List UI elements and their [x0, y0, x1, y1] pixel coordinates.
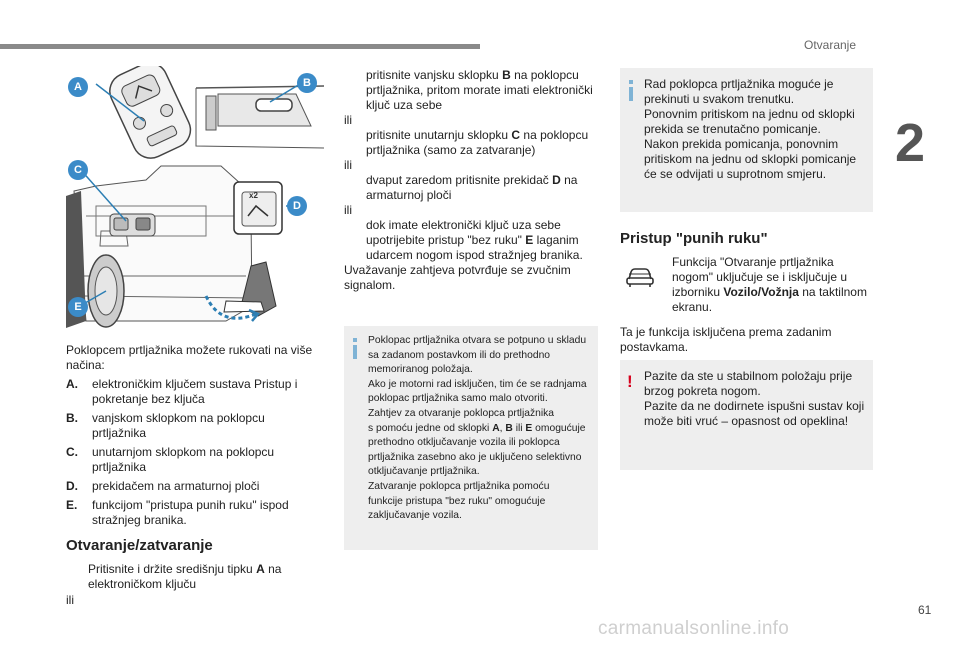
- warning-text: Pazite da ste u stabilnom položaju prije brzog pokreta nogom. Pazite da ne dodirnete ispušni sustav koji može biti vruć – opasnost od opeklina!: [644, 369, 865, 428]
- arrow-bullet-icon: [344, 173, 366, 203]
- arrow-bullet-icon: [344, 218, 366, 263]
- callout-a: [68, 77, 88, 97]
- step-text: dvaput zaredom pritisnite prekidač D na armaturnoj ploči: [366, 173, 578, 202]
- method-e: [66, 498, 318, 528]
- info-icon-bar: [629, 87, 633, 101]
- callout-a-label: A: [74, 81, 82, 93]
- step-key-a: [66, 562, 318, 592]
- warning-icon: !: [627, 372, 633, 391]
- intro-text: Poklopcem prtljažnika možete rukovati na više načina:: [66, 343, 313, 372]
- method-text: unutarnjom sklopkom na poklopcu prtljažnika: [92, 445, 275, 474]
- method-text: vanjskom sklopkom na poklopcu prtljažnika: [92, 411, 265, 440]
- callout-b-label: B: [303, 77, 311, 89]
- callout-e-label: E: [74, 301, 82, 313]
- method-d: [66, 479, 318, 494]
- arrow-bullet-icon: [344, 128, 366, 158]
- method-c: [66, 445, 318, 475]
- info-icon: [353, 338, 357, 342]
- method-letter: A.: [66, 377, 78, 391]
- section-title: Otvaranje: [804, 38, 857, 52]
- method-text: elektroničkim ključem sustava Pristup i pokretanje bez ključa: [92, 377, 298, 406]
- method-letter: C.: [66, 445, 78, 459]
- car-setting-icon: [625, 263, 655, 294]
- or-text: ili: [344, 203, 352, 217]
- method-a: [66, 377, 318, 407]
- step-hands-free-e: [344, 218, 598, 263]
- method-text: prekidačem na armaturnoj ploči: [92, 479, 260, 493]
- step-text: Pritisnite i držite središnju tipku A na elektroničkom ključu: [88, 562, 282, 591]
- info-text: Poklopac prtljažnika otvara se potpuno u skladu sa zadanom postavkom ili do prethodno memoriranog položaja. Ako je motorni rad isključen, tim će se radnjama poklopac prtljažnika samo malo otvoriti. Zahtjev za otvaranje poklopca prtljažnika s pomoću jedne od sklopki A, B ili E omogućuje prethodno otključavanje vozila ili poklopca prtljažnika zasebno ako je uključeno selektivno otključavanje prtljažnika. Zatvaranje poklopca prtljažnika pomoću funkcije pristupa "bez ruku" omogućuje zaključavanje vozila.: [368, 335, 587, 522]
- switch-x2-label: x2: [249, 191, 258, 200]
- step-switch-d: [344, 173, 598, 203]
- step-text: pritisnite unutarnju sklopku C na poklopcu prtljažnika (samo za zatvaranje): [366, 128, 589, 157]
- watermark: carmanualsonline.info: [598, 618, 790, 639]
- method-letter: D.: [66, 479, 78, 493]
- methods-list: [66, 377, 318, 528]
- callout-c: [68, 160, 88, 180]
- header-bar: [0, 44, 480, 49]
- section-heading-hands-full: Pristup "punih ruku": [620, 230, 768, 247]
- info-box-tailgate: [344, 326, 598, 550]
- arrow-bullet-icon: [66, 562, 88, 592]
- callout-d-label: D: [293, 200, 301, 212]
- callout-e: [68, 297, 88, 317]
- section-heading-open-close: Otvaranje/zatvaranje: [66, 537, 213, 554]
- info-text: Rad poklopca prtljažnika moguće je prekinuti u svakom trenutku. Ponovnim pritiskom na jednu od sklopki prekida se trenutačno pomicanje. Nakon prekida pomicanja, ponovnim pritiskom na jednu od sklopki pomicanje će se odvijati u suprotnom smjeru.: [644, 77, 857, 181]
- or-text: ili: [344, 158, 352, 172]
- callout-d: [287, 196, 307, 216]
- info-icon-bar: [353, 345, 357, 359]
- callout-c-label: C: [74, 164, 82, 176]
- method-text: funkcijom "pristupa punih ruku" ispod stražnjeg branika.: [92, 498, 289, 527]
- confirmation-text: Uvažavanje zahtjeva potvrđuje se zvučnim signalom.: [344, 263, 571, 292]
- tailgate-illustration: [66, 66, 324, 336]
- page-number: 61: [918, 603, 932, 617]
- step-switch-c: [344, 128, 598, 158]
- method-letter: B.: [66, 411, 78, 425]
- callout-b: [297, 73, 317, 93]
- method-letter: E.: [66, 498, 78, 512]
- info-box-interrupt: [620, 68, 873, 212]
- step-text: pritisnite vanjsku sklopku B na poklopcu prtljažnika, pritom morate imati elektronički ključ uza sebe: [366, 68, 593, 112]
- or-text: ili: [344, 113, 352, 127]
- method-b: [66, 411, 318, 441]
- steps-column-2: [344, 68, 598, 293]
- default-setting-text: Ta je funkcija isključena prema zadanim postavkama.: [620, 325, 832, 354]
- info-icon: [629, 80, 633, 84]
- step-switch-b: [344, 68, 598, 113]
- car-rear-drawing: [66, 66, 324, 336]
- step-text: dok imate elektronički ključ uza sebe upotrijebite pristup "bez ruku" E laganim udarcem nogom ispod stražnjeg branika.: [366, 218, 583, 262]
- warning-box: [620, 360, 873, 470]
- or-text: ili: [66, 593, 74, 607]
- arrow-bullet-icon: [344, 68, 366, 113]
- hands-free-description: Funkcija "Otvaranje prtljažnika nogom" uključuje se i isključuje u izborniku Vozilo/Vožnja na taktilnom ekranu.: [672, 255, 867, 314]
- chapter-number: 2: [895, 113, 926, 173]
